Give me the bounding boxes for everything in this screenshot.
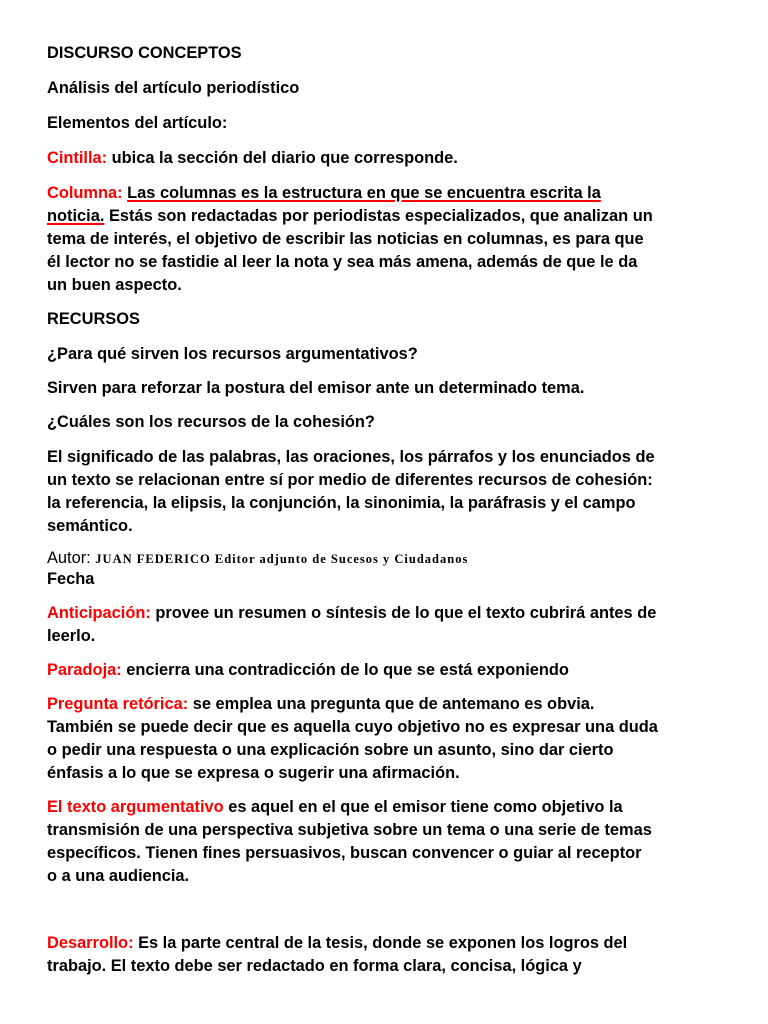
pregunta-retorica-line: énfasis a lo que se expresa o sugerir una afirmación. [47,764,460,782]
cohesion-line: semántico. [47,517,133,535]
paradoja-text: encierra una contradicción de lo que se está exponiendo [121,661,569,679]
cohesion-line: un texto se relacionan entre sí por medio de diferentes recursos de cohesión: [47,471,653,489]
paradoja-label: Paradoja: [47,661,122,679]
recursos-heading: RECURSOS [47,310,140,328]
elements-heading: Elementos del artículo: [47,114,228,132]
texto-argumentativo-line: específicos. Tienen fines persuasivos, buscan convencer o guiar al receptor [47,844,642,862]
pregunta-retorica-line: o pedir una respuesta o una explicación sobre un asunto, sino dar cierto [47,741,614,759]
document-title: DISCURSO CONCEPTOS [47,44,242,62]
anticipacion-line: leerlo. [47,627,96,645]
cintilla-label: Cintilla: [47,149,108,167]
pregunta-retorica-label: Pregunta retórica: [47,695,189,713]
texto-argumentativo-text: es aquel en el que el emisor tiene como objetivo la [223,798,623,816]
fecha-label: Fecha [47,570,95,588]
anticipacion-text: provee un resumen o síntesis de lo que el texto cubrirá antes de [150,604,657,622]
anticipacion-line [47,602,727,625]
columna-line: él lector no se fastidie al leer la nota y sea más amena, además de que le da [47,253,638,271]
columna-line [47,205,727,228]
answer-recursos-argumentativos: Sirven para reforzar la postura del emisor ante un determinado tema. [47,379,585,397]
columna-label: Columna: [47,184,123,202]
desarrollo-text: Es la parte central de la tesis, donde se exponen los logros del [133,934,628,952]
analysis-heading: Análisis del artículo periodístico [47,79,300,97]
columna-text: Estás son redactadas por periodistas especializados, que analizan un [104,207,653,225]
texto-argumentativo-line [47,796,727,819]
texto-argumentativo-label: El texto argumentativo [47,798,224,816]
pregunta-retorica-line: También se puede decir que es aquella cuyo objetivo no es expresar una duda [47,718,658,736]
cintilla-text: ubica la sección del diario que corresponde. [107,149,458,167]
cintilla-paragraph [47,147,727,170]
pregunta-retorica-line [47,693,727,716]
pregunta-retorica-text: se emplea una pregunta que de antemano es obvia. [188,695,595,713]
texto-argumentativo-line: o a una audiencia. [47,867,190,885]
anticipacion-label: Anticipación: [47,604,151,622]
desarrollo-label: Desarrollo: [47,934,134,952]
texto-argumentativo-line: transmisión de una perspectiva subjetiva sobre un tema o una serie de temas [47,821,652,839]
columna-line: un buen aspecto. [47,276,182,294]
question-recursos-argumentativos: ¿Para qué sirven los recursos argumentativos? [47,345,418,363]
columna-line [47,182,727,205]
autor-name: JUAN FEDERICO Editor adjunto de Sucesos y Ciudadanos [95,552,469,566]
columna-underlined-text: noticia. [47,207,105,225]
paradoja-paragraph [47,659,727,682]
columna-underlined-text: Las columnas es la estructura en que se encuentra escrita la [127,184,601,202]
desarrollo-line [47,932,727,955]
cohesion-line: El significado de las palabras, las oraciones, los párrafos y los enunciados de [47,448,655,466]
autor-label: Autor: [47,549,96,567]
columna-line: tema de interés, el objetivo de escribir las noticias en columnas, es para que [47,230,644,248]
question-recursos-cohesion: ¿Cuáles son los recursos de la cohesión? [47,413,375,431]
desarrollo-line: trabajo. El texto debe ser redactado en forma clara, concisa, lógica y [47,957,582,975]
cohesion-line: la referencia, la elipsis, la conjunción, la sinonimia, la paráfrasis y el campo [47,494,636,512]
